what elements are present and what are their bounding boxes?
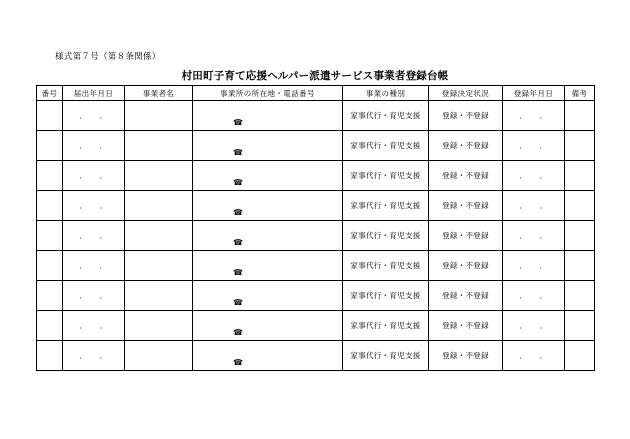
page-title: 村田町子育て応援ヘルパー派遣サービス事業者登録台帳	[181, 71, 449, 82]
cell-address-phone[interactable]	[193, 311, 343, 341]
phone-icon: ☎	[233, 358, 243, 367]
table-row	[37, 311, 595, 341]
cell-business-type[interactable]: 家事代行・育児支援	[343, 101, 429, 131]
cell-business-type[interactable]: 家事代行・育児支援	[343, 131, 429, 161]
cell-business-name[interactable]	[125, 311, 193, 341]
cell-registration-status[interactable]: 登録・不登録	[429, 191, 503, 221]
cell-address-phone[interactable]	[193, 191, 343, 221]
cell-remark[interactable]	[565, 131, 595, 161]
table-body	[37, 101, 595, 371]
column-header-submit-date: 届出年月日	[63, 86, 125, 101]
cell-registration-date[interactable]: ． ．	[503, 191, 565, 221]
cell-remark[interactable]	[565, 281, 595, 311]
cell-business-name[interactable]	[125, 161, 193, 191]
column-header-business-type: 事業の種別	[343, 86, 429, 101]
registry-table	[36, 85, 595, 371]
cell-registration-status[interactable]: 登録・不登録	[429, 221, 503, 251]
phone-icon: ☎	[233, 118, 243, 127]
cell-submit-date[interactable]: ． ．	[63, 101, 125, 131]
phone-icon: ☎	[233, 178, 243, 187]
cell-registration-date[interactable]: ． ．	[503, 221, 565, 251]
cell-registration-date[interactable]: ． ．	[503, 251, 565, 281]
cell-no[interactable]	[37, 191, 63, 221]
table-row	[37, 191, 595, 221]
table-row	[37, 341, 595, 371]
cell-submit-date[interactable]: ． ．	[63, 341, 125, 371]
table-row	[37, 281, 595, 311]
cell-address-phone[interactable]	[193, 281, 343, 311]
cell-submit-date[interactable]: ． ．	[63, 311, 125, 341]
cell-registration-date[interactable]: ． ．	[503, 341, 565, 371]
cell-registration-status[interactable]: 登録・不登録	[429, 251, 503, 281]
cell-business-name[interactable]	[125, 101, 193, 131]
phone-icon: ☎	[233, 268, 243, 277]
phone-icon: ☎	[233, 208, 243, 217]
column-header-registration-date: 登録年月日	[503, 86, 565, 101]
cell-business-name[interactable]	[125, 341, 193, 371]
cell-submit-date[interactable]: ． ．	[63, 191, 125, 221]
cell-address-phone[interactable]	[193, 131, 343, 161]
cell-no[interactable]	[37, 281, 63, 311]
cell-business-name[interactable]	[125, 191, 193, 221]
cell-business-type[interactable]: 家事代行・育児支援	[343, 191, 429, 221]
cell-no[interactable]	[37, 101, 63, 131]
column-header-remark: 備考	[565, 86, 595, 101]
table-row	[37, 161, 595, 191]
column-header-registration-status: 登録決定状況	[429, 86, 503, 101]
cell-registration-date[interactable]: ． ．	[503, 311, 565, 341]
form-number: 様式第７号（第８条関係）	[55, 51, 161, 61]
cell-no[interactable]	[37, 131, 63, 161]
cell-no[interactable]	[37, 161, 63, 191]
table-header	[37, 86, 595, 101]
cell-registration-date[interactable]: ． ．	[503, 281, 565, 311]
column-header-no: 番号	[37, 86, 63, 101]
cell-no[interactable]	[37, 221, 63, 251]
table-row	[37, 131, 595, 161]
cell-business-name[interactable]	[125, 281, 193, 311]
cell-registration-status[interactable]: 登録・不登録	[429, 281, 503, 311]
cell-business-type[interactable]: 家事代行・育児支援	[343, 161, 429, 191]
cell-business-name[interactable]	[125, 131, 193, 161]
cell-registration-status[interactable]: 登録・不登録	[429, 131, 503, 161]
column-header-address-phone: 事業所の所在地・電話番号	[193, 86, 343, 101]
cell-address-phone[interactable]	[193, 221, 343, 251]
cell-no[interactable]	[37, 311, 63, 341]
table-row	[37, 251, 595, 281]
column-header-business-name: 事業者名	[125, 86, 193, 101]
cell-remark[interactable]	[565, 341, 595, 371]
cell-submit-date[interactable]: ． ．	[63, 281, 125, 311]
cell-remark[interactable]	[565, 221, 595, 251]
cell-address-phone[interactable]	[193, 251, 343, 281]
cell-business-type[interactable]: 家事代行・育児支援	[343, 311, 429, 341]
table-row	[37, 221, 595, 251]
cell-submit-date[interactable]: ． ．	[63, 251, 125, 281]
cell-business-type[interactable]: 家事代行・育児支援	[343, 251, 429, 281]
cell-submit-date[interactable]: ． ．	[63, 161, 125, 191]
cell-registration-date[interactable]: ． ．	[503, 101, 565, 131]
cell-remark[interactable]	[565, 191, 595, 221]
cell-business-type[interactable]: 家事代行・育児支援	[343, 281, 429, 311]
cell-registration-date[interactable]: ． ．	[503, 131, 565, 161]
table-row	[37, 101, 595, 131]
phone-icon: ☎	[233, 238, 243, 247]
cell-remark[interactable]	[565, 251, 595, 281]
cell-address-phone[interactable]	[193, 161, 343, 191]
cell-business-name[interactable]	[125, 251, 193, 281]
cell-submit-date[interactable]: ． ．	[63, 221, 125, 251]
cell-address-phone[interactable]	[193, 341, 343, 371]
phone-icon: ☎	[233, 148, 243, 157]
phone-icon: ☎	[233, 298, 243, 307]
cell-remark[interactable]	[565, 101, 595, 131]
cell-registration-status[interactable]: 登録・不登録	[429, 101, 503, 131]
cell-address-phone[interactable]	[193, 101, 343, 131]
cell-business-type[interactable]: 家事代行・育児支援	[343, 341, 429, 371]
table-header-row	[37, 86, 595, 101]
cell-registration-status[interactable]: 登録・不登録	[429, 311, 503, 341]
cell-remark[interactable]	[565, 311, 595, 341]
cell-business-name[interactable]	[125, 221, 193, 251]
cell-registration-date[interactable]: ． ．	[503, 161, 565, 191]
cell-no[interactable]	[37, 341, 63, 371]
cell-registration-status[interactable]: 登録・不登録	[429, 161, 503, 191]
phone-icon: ☎	[233, 328, 243, 337]
cell-registration-status[interactable]: 登録・不登録	[429, 341, 503, 371]
cell-submit-date[interactable]: ． ．	[63, 131, 125, 161]
cell-remark[interactable]	[565, 161, 595, 191]
cell-business-type[interactable]: 家事代行・育児支援	[343, 221, 429, 251]
cell-no[interactable]	[37, 251, 63, 281]
